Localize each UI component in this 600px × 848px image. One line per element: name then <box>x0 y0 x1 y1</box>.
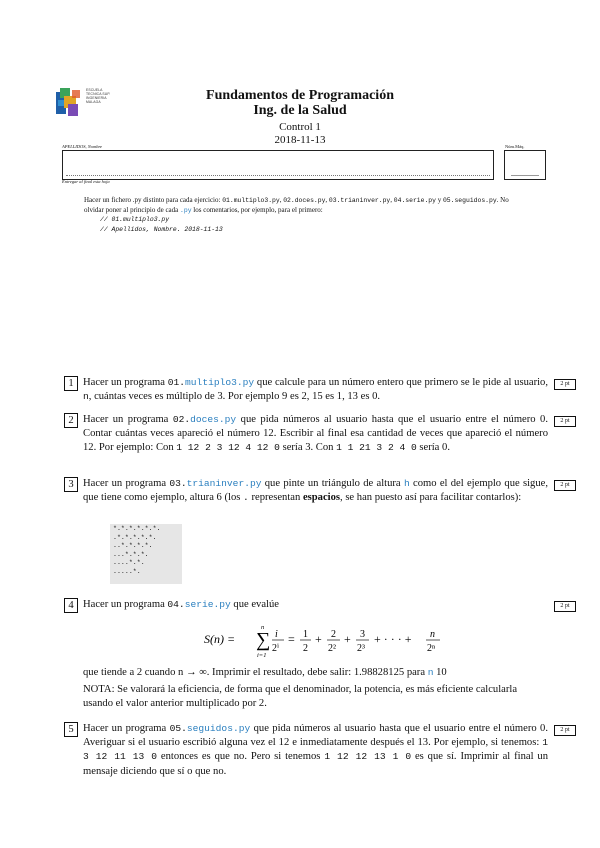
term-numerator: 2 <box>331 629 336 640</box>
exercise-text: Hacer un programa 01.multiplo3.py que calcule para un número entero que primero se le pide al usuario, n, cuántas veces es múltiplo de 3. Por ejemplo 9 es 2, 15 es 1, 13 es 0. <box>83 377 549 403</box>
exercise-1 <box>64 376 548 404</box>
filename: doces.py <box>190 414 237 425</box>
points-badge: 2 pt <box>554 379 576 390</box>
exercise-number: 2 <box>64 413 78 428</box>
svg-text:=: = <box>288 632 295 646</box>
points-badge: 2 pt <box>554 480 576 491</box>
term-denominator: 2³ <box>357 643 365 654</box>
exercise-4 <box>64 598 548 612</box>
term-denominator: 2 <box>303 643 308 654</box>
ellipsis: + · · · + <box>374 632 412 646</box>
instructions-text: Hacer un fichero .py distinto para cada ejercicio: <box>84 196 223 204</box>
exercise-3 <box>64 477 548 505</box>
formula-lhs: S(n) = <box>204 632 236 646</box>
sum-lower: i=1 <box>257 652 267 659</box>
points-badge: 2 pt <box>554 416 576 427</box>
exercise-number: 3 <box>64 477 78 492</box>
logo-line: ESCUELA <box>86 88 103 92</box>
name-label: APELLIDOS, Nombre <box>62 144 103 149</box>
svg-text:+: + <box>315 632 322 646</box>
comment-line: // Apellidos, Nombre. 2018-11-13 <box>100 225 223 233</box>
sum-upper: n <box>261 624 265 631</box>
filename: serie.py <box>184 599 231 610</box>
points-badge: 2 pt <box>554 725 576 736</box>
comment-line: // 01.multiplo3.py <box>100 216 170 223</box>
filename: 05.seguidos.py <box>442 197 497 204</box>
exercise-text: Hacer un programa 03.trianinver.py que pinte un triángulo de altura h como el del ejemplo que sigue, que tiene como ejemplo, altura 6 (los . representan espacios, se han puesto así para facilitar contarlos): <box>83 478 548 504</box>
filename: 02.doces.py <box>283 197 326 204</box>
exercise-number: 4 <box>64 598 78 613</box>
sum-symbol: ∑ <box>256 629 271 651</box>
term-numerator: 1 <box>303 629 308 640</box>
filename: 01.multiplo3.py <box>222 197 280 204</box>
logo-line: INGENIERIA <box>86 96 107 100</box>
instructions-text: los comentarios, por ejemplo, para el primero: <box>191 205 323 214</box>
term-denominator: 2ⁱ <box>272 643 280 654</box>
name-field[interactable] <box>62 150 494 180</box>
filename: multiplo3.py <box>185 377 255 388</box>
exercise-4-continuation <box>83 666 548 712</box>
exercise-note: NOTA: Se valorará la eficiencia, de forma que el denominador, la potencia, es más eficiente calcularla usando el valor anterior multiplicado por 2. <box>83 684 518 710</box>
svg-text:+: + <box>344 632 351 646</box>
course-title: Fundamentos de Programación <box>206 88 394 103</box>
deliver-note: Entregar al final esta hoja <box>62 179 110 184</box>
series-formula <box>200 620 460 660</box>
exercise-text: que tiende a 2 cuando n → ∞. Imprimir el resultado, debe salir: 1.98828125 para n 10 <box>83 667 447 678</box>
exercise-2 <box>64 413 548 456</box>
term-denominator: 2ⁿ <box>427 643 436 654</box>
exercise-text: Hacer un programa 04.serie.py que evalúe <box>83 599 280 610</box>
exam-name: Control 1 <box>279 121 321 133</box>
exercise-5 <box>64 722 548 779</box>
instructions-text: . No olvidar poner al principio de cada <box>84 196 509 214</box>
page-header <box>0 88 600 147</box>
filename: 04.serie.py <box>393 197 436 204</box>
exercise-number: 1 <box>64 376 78 391</box>
term-numerator: n <box>430 629 435 640</box>
machine-number-label: Núm.Máq. <box>505 144 525 149</box>
filename: 03.trianinver.py <box>328 197 391 204</box>
points-badge: 2 pt <box>554 601 576 612</box>
exercise-number: 5 <box>64 722 78 737</box>
extension: .py <box>180 206 192 214</box>
exam-date: 2018-11-13 <box>274 134 326 146</box>
exercise-text: Hacer un programa 05.seguidos.py que pida números al usuario hasta que el usuario entre el número 0. Averiguar si el usuario escribió alguna vez el 12 e inmediatamente después el 13. Por ejemplo, si tenemos: 1 3 12 11 13 0 entonces es que no. Pero si tenemos 1 12 12 13 1 0 es que sí. Imprimir al final un mensaje diciendo que sí o que no. <box>83 723 549 777</box>
instructions <box>84 196 524 234</box>
exercise-text: Hacer un programa 02.doces.py que pida números al usuario hasta que el usuario entre el número 0. Contar cuántas veces apareció el número 12. Escribir al final esa cantidad de veces que apareció el número 12. Por ejemplo: Con 1 12 2 3 12 4 12 0 sería 3. Con 1 1 21 3 2 4 0 sería 0. <box>83 414 548 454</box>
filename: trianinver.py <box>186 478 262 489</box>
term-denominator: 2² <box>328 643 336 654</box>
logo-line: TECNICA SUP. <box>86 92 111 96</box>
logo-line: MALAGA <box>86 100 101 104</box>
machine-number-field[interactable] <box>504 150 546 180</box>
triangle-pattern: *.*.*.*.*.*. .*.*.*.*.*. ..*.*.*.*. ...*.*.*. ....*.*. .....*. <box>110 524 182 584</box>
degree-title: Ing. de la Salud <box>253 103 347 118</box>
instructions-paragraph: Hacer un fichero .py distinto para cada ejercicio: 01.multiplo3.py, 02.doces.py, 03.trianinver.py, 04.serie.py y 05.seguidos.py. No olvidar poner al principio de cada .py los comentarios, por ejemplo, para el primero: <box>84 196 509 214</box>
term-numerator: 3 <box>360 629 365 640</box>
term-numerator: i <box>275 629 278 640</box>
filename: seguidos.py <box>186 723 251 734</box>
